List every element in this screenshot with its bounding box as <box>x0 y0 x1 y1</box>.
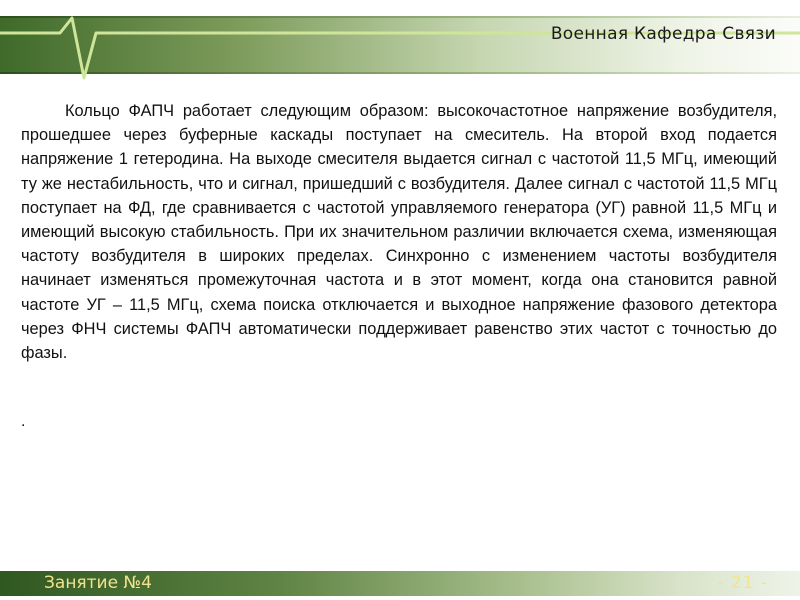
lesson-label: Занятие №4 <box>44 573 152 593</box>
main-paragraph: Кольцо ФАПЧ работает следующим образом: высокочастотное напряжение возбудителя, прошедшее через буферные каскады поступает на смеситель. На второй вход подается напряжение 1 гетеродина. На выходе смесителя выдается сигнал с частотой 11,5 МГц, имеющий ту же нестабильность, что и сигнал, пришедший с возбудителя. Далее сигнал с частотой 11,5 МГц поступает на ФД, где сравнивается с частотой управляемого генератора (УГ) равной 11,5 МГц и имеющий высокую стабильность. При их значительном различии включается схема, изменяющая частоту возбудителя в широких пределах. Синхронно с изменением частоты возбудителя начинает изменяться промежуточная частота и в этот момент, когда она становится равной частоте УГ – 11,5 МГц, схема поиска отключается и выходное напряжение фазового детектора через ФНЧ системы ФАПЧ автоматически поддерживает равенство этих частот с точностью до фазы. <box>21 102 777 363</box>
trailing-dot: . <box>21 413 26 430</box>
page-number: - 21 - <box>717 573 768 593</box>
header-title: Военная Кафедра Связи <box>550 24 776 44</box>
